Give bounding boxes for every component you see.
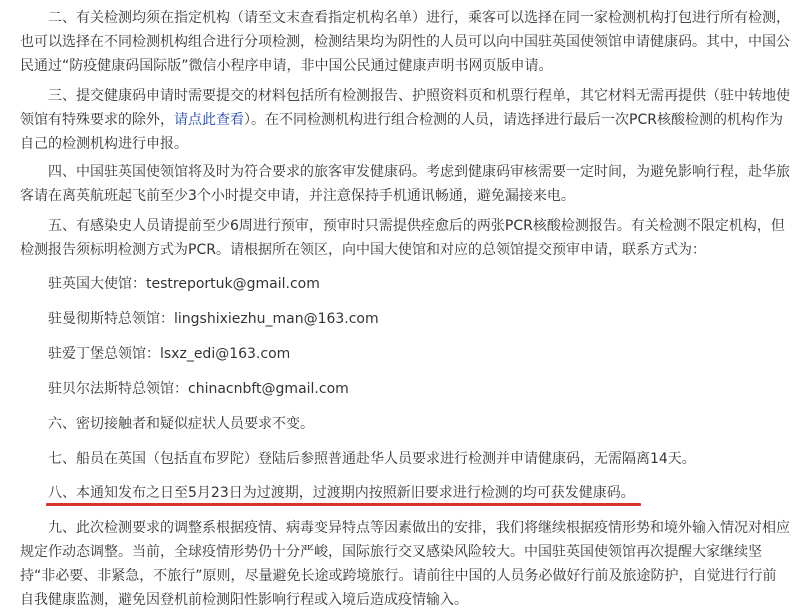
contact-embassy: 驻英国大使馆：testreportuk@gmail.com: [48, 276, 320, 292]
contact-edinburgh: 驻爱丁堡总领馆：lsxz_edi@163.com: [48, 346, 291, 362]
contact-manchester: 驻曼彻斯特总领馆：lingshixiezhu_man@163.com: [48, 311, 379, 327]
paragraph-8: 八、本通知发布之日至5月23日为过渡期，过渡期内按照新旧要求进行检测的均可获发健康码。: [48, 485, 635, 501]
paragraph-2-text: 二、有关检测均须在指定机构（请至文末查看指定机构名单）进行，乘客可以选择在同一家检测机构打包进行所有检测，也可以选择在不同检测机构组合进行分项检测，检测结果均为阴性的人员可以向中国驻英国使领馆申请健康码。其中，中国公民通过“防疫健康码国际版”微信小程序申请，非中国公民通过健康声明书网页版申请。: [20, 10, 790, 74]
paragraph-7: 七、船员在英国（包括直布罗陀）登陆后参照普通赴华人员要求进行检测并申请健康码，无需隔离14天。: [48, 451, 696, 467]
click-here-link[interactable]: 请点此查看: [174, 112, 244, 128]
paragraph-3-text-after: ）。在不同检测机构进行组合检测的人员，请选择进行最后一次PCR核酸检测的机构作为自己的检测机构进行申报。: [20, 112, 783, 152]
paragraph-2: [20, 6, 790, 78]
paragraph-5-text: 五、有感染史人员请提前至少6周进行预审，预审时只需提供痊愈后的两张PCR核酸检测报告。有关检测不限定机构，但检测报告须标明检测方式为PCR。请根据所在领区，向中国大使馆和对应的总领馆提交预审申请，联系方式为：: [20, 218, 785, 258]
paragraph-3-text-before: 三、提交健康码申请时需要提交的材料包括所有检测报告、护照资料页和机票行程单，其它材料无需再提供（驻中转地使领馆有特殊要求的除外，: [20, 88, 790, 128]
red-underline-annotation: [46, 503, 641, 506]
paragraph-5: [20, 214, 790, 262]
paragraph-4-text: 四、中国驻英国使领馆将及时为符合要求的旅客审发健康码。考虑到健康码审核需要一定时间，为避免影响行程，赴华旅客请在离英航班起飞前至少3个小时提交申请，并注意保持手机通讯畅通，避免漏接来电。: [20, 164, 790, 204]
paragraph-4: [20, 160, 790, 208]
paragraph-3: [20, 84, 790, 156]
contact-belfast: 驻贝尔法斯特总领馆：chinacnbft@gmail.com: [48, 381, 349, 397]
paragraph-6: 六、密切接触者和疑似症状人员要求不变。: [48, 416, 314, 432]
paragraph-9: [20, 516, 790, 609]
paragraph-9-text: 九、此次检测要求的调整系根据疫情、病毒变异特点等因素做出的安排，我们将继续根据疫情形势和境外输入情况对相应规定作动态调整。当前，全球疫情形势仍十分严峻，国际旅行交叉感染风险较大。中国驻英国使领馆再次提醒大家继续坚持“非必要、非紧急，不旅行”原则，尽量避免长途或跨境旅行。请前往中国的人员务必做好行前及旅途防护，自觉进行行前自我健康监测，避免因登机前检测阳性影响行程或入境后造成疫情输入。: [20, 520, 790, 608]
